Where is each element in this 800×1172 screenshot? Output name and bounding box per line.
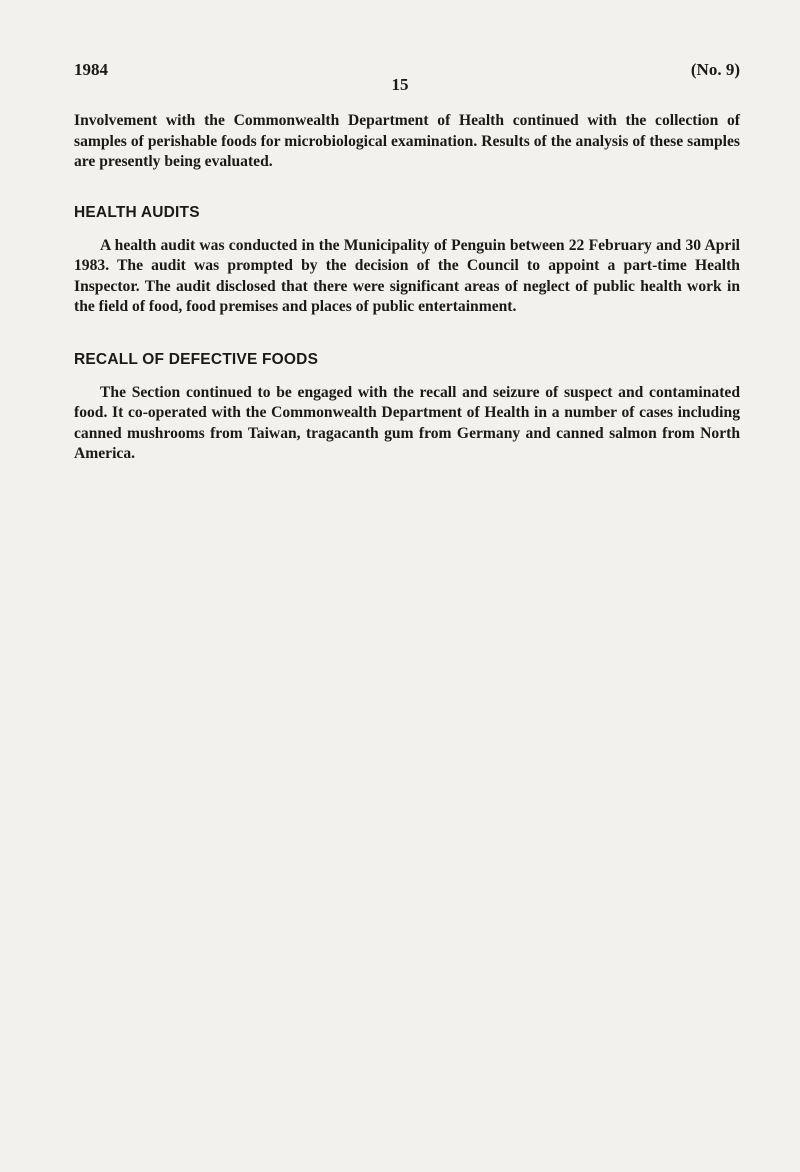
intro-paragraph: Involvement with the Commonwealth Department of Health continued with the collection of samples of perishable foods for microbiological examination. Results of the analysis of these samples are presently being evaluated. [74, 112, 740, 170]
header-number: (No. 9) [690, 60, 740, 79]
section-paragraph-recall-defective-foods: The Section continued to be engaged with the recall and seizure of suspect and contaminated food. It co-operated with the Commonwealth Department of Health in a number of cases including canned mushrooms from Taiwan, tragacanth gum from Germany and canned salmon from North America. [74, 383, 740, 462]
section-heading-health-audits: HEALTH AUDITS [74, 203, 200, 221]
section-heading-recall-defective-foods: RECALL OF DEFECTIVE FOODS [74, 350, 319, 368]
page-number: 15 [391, 75, 409, 94]
section-paragraph-health-audits: A health audit was conducted in the Municipality of Penguin between 22 February and 30 April 1983. The audit was prompted by the decision of the Council to appoint a part-time Health Inspector. The audit disclosed that there were significant areas of neglect of public health work in the field of food, food premises and places of public entertainment. [74, 236, 740, 315]
document-body [74, 111, 740, 465]
header-year: 1984 [74, 60, 108, 79]
